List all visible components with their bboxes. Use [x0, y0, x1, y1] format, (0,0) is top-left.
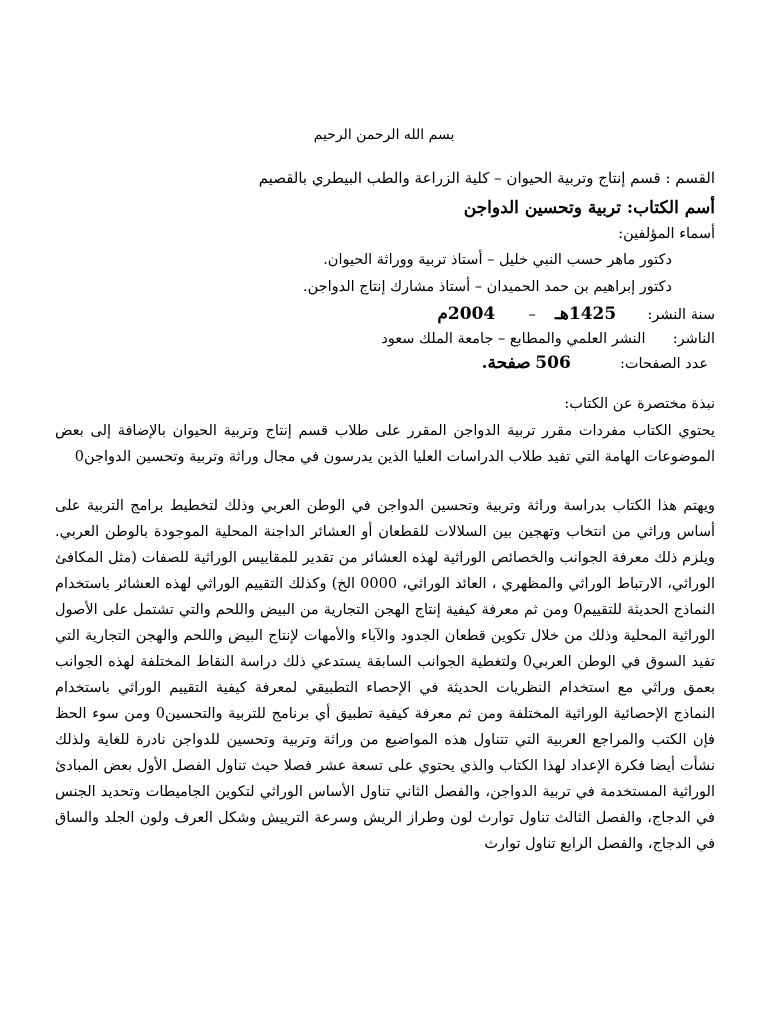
pages-unit: صفحة. [481, 353, 531, 373]
pages-line [482, 353, 708, 374]
authors-label: أسماء المؤلفين: [618, 226, 715, 242]
publication-year-dash: – [528, 307, 536, 323]
publisher-value: النشر العلمي والمطابع – جامعة الملك سعود [381, 331, 646, 347]
publication-year-label: سنة النشر: [647, 307, 715, 323]
pages-label: عدد الصفحات: [620, 356, 708, 372]
summary-heading: نبذة مختصرة عن الكتاب: [564, 396, 715, 412]
summary-paragraph-2: ويهتم هذا الكتاب بدراسة وراثة وتربية وتحسين الدواجن في الوطن العربي وذلك لتخطيط برامج التربية على أساس وراثي من انتخاب وتهجين بين السلالات للقطعان أو العشائر الداجنة المحلية الموجودة بالوطن العربي. ويلزم ذلك معرفة الجوانب والخصائص الوراثية لهذه العشائر من تقدير للمقاييس الوراثية للصفات (مثل المكافئ الوراثي، الارتباط الوراثي والمظهري ، العائد الوراثي، 0000 الخ) وكذلك التقييم الوراثي لهذه العشائر باستخدام النماذج الحديثة للتقييم0 ومن ثم معرفة كيفية إنتاج الهجن التجارية من البيض واللحم والتي تشتمل على الأصول الوراثية المحلية وذلك من خلال تكوين قطعان الجدود والآباء والأمهات لإنتاج البيض واللحم والهجن التجارية التي تفيد السوق في الوطن العربي0 ولتغطية الجوانب السابقة يستدعي ذلك دراسة النقاط المختلفة لهذه الجوانب بعمق وراثي مع استخدام النظريات الحديثة في الإحصاء التطبيقي لمعرفة كيفية التقييم الوراثي باستخدام النماذج الإحصائية الوراثية المختلفة ومن ثم معرفة كيفية تطبيق أي برنامج للتربية والتحسين0 ومن سوء الحظ فإن الكتب والمراجع العربية التي تتناول هذه المواضيع من وراثة وتربية وتحسين للدواجن نادرة للغاية ولذلك نشأت أيضا فكرة الإعداد لهذا الكتاب والذي يحتوي على تسعة عشر فصلا حيث تناول الفصل الأول بعض المبادئ الوراثية المستخدمة في تربية الدواجن، والفصل الثاني تناول الأساس الوراثي لتكوين الجاميطات وتحديد الجنس في الدجاج، والفصل الثالث تناول توارث لون وطراز الريش وسرعة الترييش وشكل العرف ولون الجلد والساق في الدجاج، والفصل الرابع تناول توارث [55, 498, 716, 852]
department-line: القسم : قسم إنتاج وتربية الحيوان – كلية الزراعة والطب البيطري بالقصيم [258, 169, 715, 187]
summary-paragraph-1: يحتوي الكتاب مفردات مقرر تربية الدواجن المقرر على طلاب قسم إنتاج وتربية الحيوان بالإضافة إلى بعض الموضوعات الهامة التي تفيد طلاب الدراسات العليا الذين يدرسون في مجال وراثة وتربية وتحسين الدواجن0 [55, 423, 715, 465]
publisher-line [381, 329, 715, 349]
publisher-label: الناشر: [672, 331, 715, 347]
publication-year-gregorian: 2004م [437, 304, 496, 324]
book-title-line [464, 198, 715, 218]
publication-year-line [437, 304, 715, 325]
book-title-value: تربية وتحسين الدواجن [463, 198, 621, 218]
publication-year-hijri: 1425هـ [554, 304, 617, 324]
pages-value: 506 [535, 353, 571, 373]
book-title-label: أسم الكتاب: [626, 198, 715, 218]
basmala: بسم الله الرحمن الرحيم [313, 127, 455, 143]
author-2: دكتور إبراهيم بن حمد الحميدان – أستاذ مشارك إنتاج الدواجن. [302, 279, 672, 295]
author-1: دكتور ماهر حسب النبي خليل – أستاذ تربية ووراثة الحيوان. [323, 252, 672, 268]
